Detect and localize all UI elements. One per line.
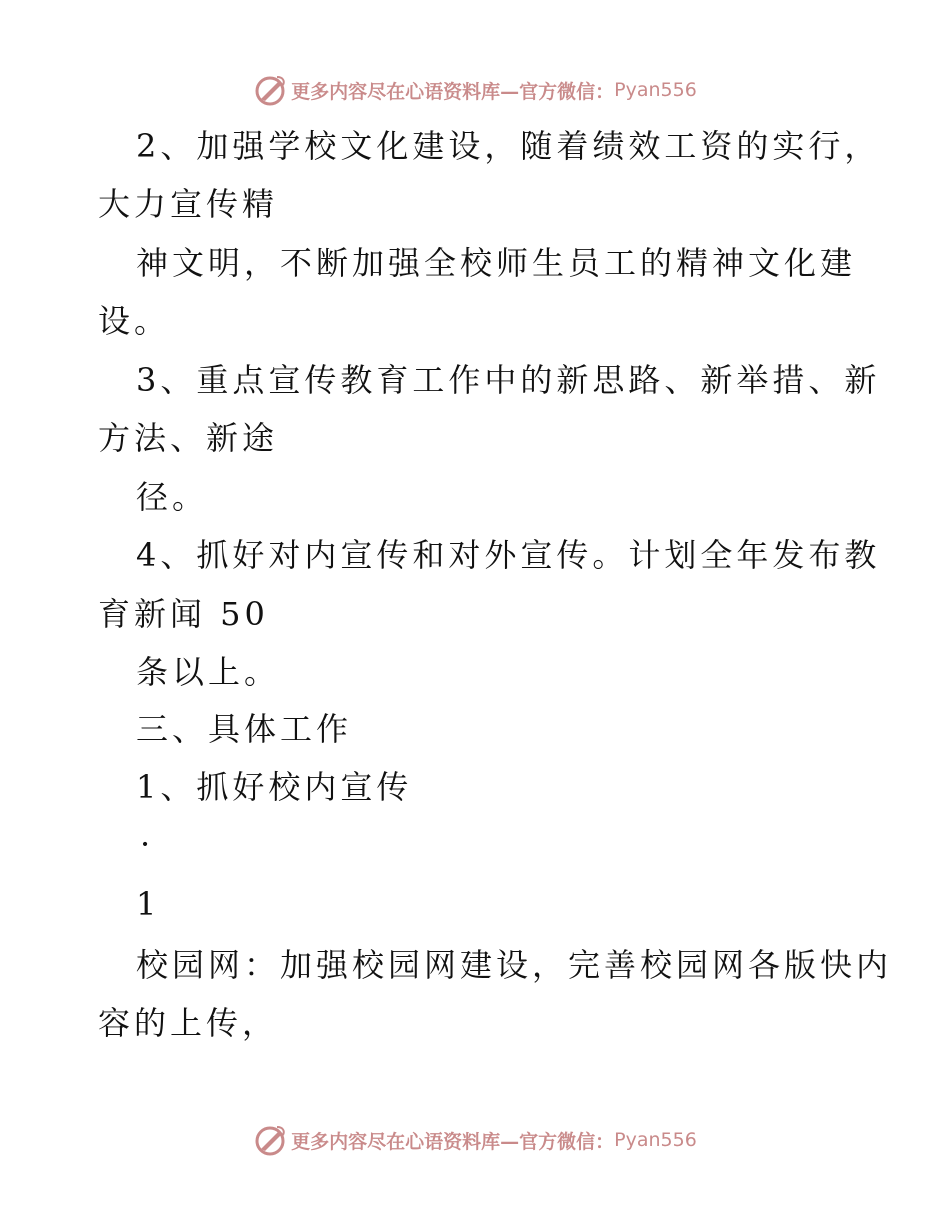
bullet-dot: ·	[140, 825, 155, 863]
paragraph-line: 方法、新途	[98, 419, 279, 457]
paragraph-line: 大力宣传精	[98, 185, 279, 223]
quill-logo-icon	[253, 1123, 287, 1157]
quill-logo-icon	[253, 73, 287, 107]
paragraph-line: 神文明，不断加强全校师生员工的精神文化建	[136, 244, 857, 282]
watermark-wechat-id: Pyan556	[614, 1129, 697, 1151]
watermark-text: 更多内容尽在心语资料库—官方微信：	[291, 80, 615, 103]
list-number: 1	[136, 885, 161, 923]
subsection-heading: 1、抓好校内宣传	[136, 768, 413, 806]
paragraph-line: 设。	[98, 302, 171, 340]
watermark-header	[0, 70, 950, 110]
paragraph-line: 校园网：加强校园网建设，完善校园网各版快内	[136, 946, 893, 984]
paragraph-line: 条以上。	[136, 653, 281, 691]
watermark-footer	[0, 1120, 950, 1160]
watermark-text: 更多内容尽在心语资料库—官方微信：	[291, 1130, 615, 1153]
paragraph-line: 径。	[136, 478, 209, 516]
paragraph-line: 3、重点宣传教育工作中的新思路、新举措、新	[136, 361, 881, 399]
paragraph-line: 容的上传，	[98, 1004, 279, 1042]
section-heading: 三、具体工作	[136, 710, 353, 748]
watermark-wechat-id: Pyan556	[614, 79, 697, 101]
paragraph-line: 育新闻 50	[98, 595, 269, 633]
paragraph-line: 4、抓好对内宣传和对外宣传。计划全年发布教	[136, 536, 881, 574]
paragraph-line: 2、加强学校文化建设，随着绩效工资的实行，	[136, 127, 881, 165]
